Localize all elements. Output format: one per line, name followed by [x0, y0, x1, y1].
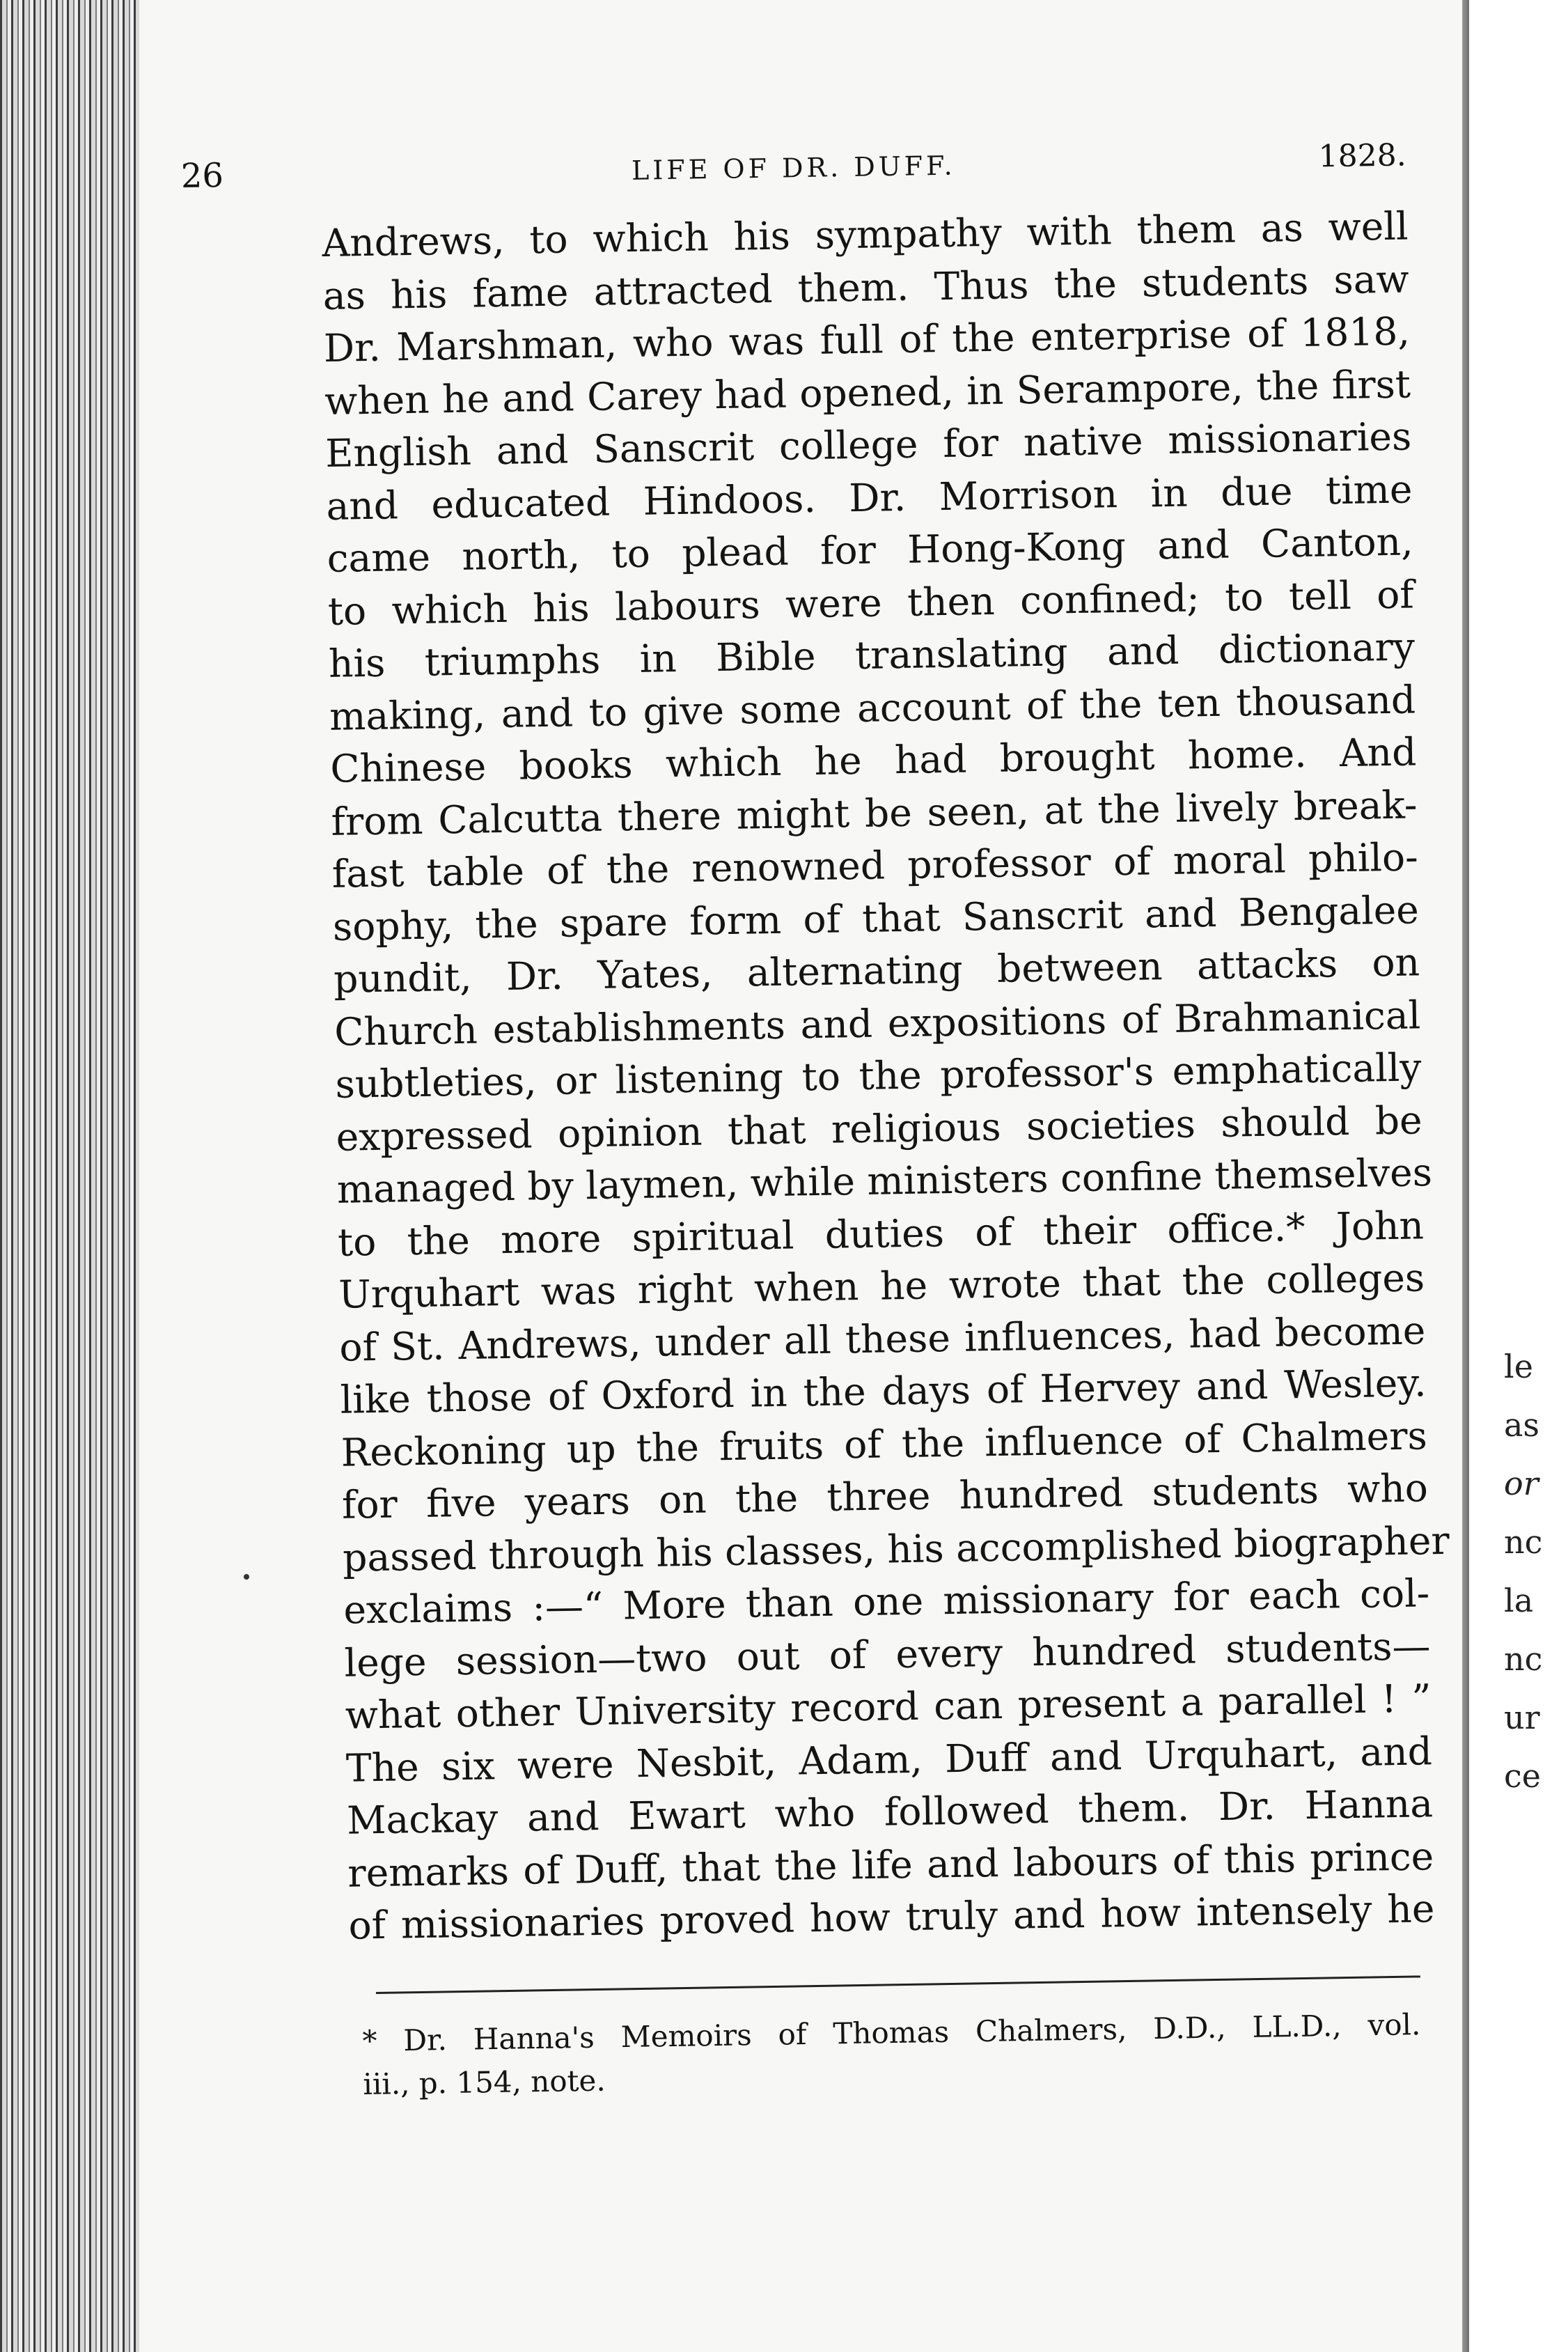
- text-line: The six were Nesbit, Adam, Duff and Urquhart, and: [345, 1728, 1433, 1791]
- text-line: from Calcutta there might be seen, at the lively break-: [331, 781, 1418, 844]
- body-text: [322, 200, 1450, 1952]
- text-line: and educated Hindoos. Dr. Morrison in due time: [326, 466, 1413, 529]
- text-line: English and Sanscrit college for native missionaries: [324, 414, 1412, 476]
- facing-fragment: le: [1504, 1348, 1533, 1385]
- text-line: lege session—two out of every hundred students—: [344, 1623, 1431, 1685]
- left-page-edges: [0, 0, 139, 2352]
- text-line: Reckoning up the fruits of the influence of Chalmers: [340, 1412, 1428, 1475]
- text-line: Andrews, to which his sympathy with them as well: [322, 203, 1409, 265]
- text-line: Urquhart was right when he wrote that the colleges: [338, 1255, 1425, 1317]
- footnote-line: iii., p. 154, note.: [363, 2063, 606, 2101]
- text-line: making, and to give some account of the ten thousand: [329, 676, 1416, 739]
- text-line: passed through his classes, his accomplished biographer: [342, 1518, 1450, 1580]
- text-line: to which his labours were then confined; to tell of: [327, 571, 1415, 634]
- facing-fragment: or: [1504, 1465, 1539, 1502]
- facing-page-text: [1504, 1337, 1567, 1805]
- text-line: subtleties, or listening to the professor's emphatically: [335, 1045, 1422, 1107]
- facing-fragment: as: [1504, 1406, 1540, 1444]
- text-line: like those of Oxford in the days of Hervey and Wesley.: [340, 1360, 1427, 1422]
- text-line: to the more spiritual duties of their office.* John: [337, 1202, 1425, 1265]
- text-line: of St. Andrews, under all these influences, had become: [338, 1307, 1426, 1370]
- text-line: for five years on the three hundred students who: [341, 1465, 1429, 1527]
- footnote-line: * Dr. Hanna's Memoirs of Thomas Chalmers, D.D., LL.D., vol.: [362, 2007, 1421, 2058]
- facing-fragment: ur: [1504, 1699, 1540, 1736]
- text-line: when he and Carey had opened, in Serampore, the first: [324, 361, 1411, 423]
- text-line: as his fame attracted them. Thus the students saw: [322, 256, 1410, 318]
- facing-page: [1469, 0, 1568, 2352]
- ink-speck: [244, 1574, 249, 1580]
- facing-fragment: la: [1504, 1582, 1534, 1619]
- facing-fragment: ce: [1504, 1757, 1541, 1795]
- facing-fragment: nc: [1504, 1640, 1543, 1678]
- text-line: Chinese books which he had brought home. And: [329, 729, 1417, 791]
- text-line: sophy, the spare form of that Sanscrit and Bengalee: [332, 887, 1420, 949]
- running-title: LIFE OF DR. DUFF.: [631, 150, 956, 186]
- text-line: remarks of Duff, that the life and labours of this prince: [347, 1833, 1434, 1896]
- text-line: Dr. Marshman, who was full of the enterprise of 1818,: [323, 309, 1411, 371]
- text-line: Church establishments and expositions of Brahmanical: [334, 992, 1421, 1054]
- text-line: came north, to plead for Hong-Kong and Canton,: [327, 519, 1414, 581]
- text-line: fast table of the renowned professor of moral philo-: [331, 834, 1419, 896]
- text-line: his triumphs in Bible translating and dictionary: [328, 624, 1416, 686]
- text-line: exclaims :—“ More than one missionary for each col-: [343, 1571, 1430, 1633]
- text-line: of missionaries proved how truly and how intensely he: [348, 1886, 1435, 1948]
- page-number: 26: [180, 156, 224, 196]
- header-year: 1828.: [1318, 137, 1407, 175]
- text-line: expressed opinion that religious societies should be: [336, 1097, 1423, 1160]
- text-line: managed by laymen, while ministers confine themselves: [336, 1150, 1433, 1212]
- facing-fragment: nc: [1504, 1523, 1543, 1561]
- footnote: [362, 2003, 1422, 2106]
- text-line: pundit, Dr. Yates, alternating between attacks on: [333, 940, 1420, 1002]
- text-line: Mackay and Ewart who followed them. Dr. Hanna: [346, 1781, 1434, 1843]
- text-line: what other University record can present a parallel ! ”: [345, 1676, 1432, 1738]
